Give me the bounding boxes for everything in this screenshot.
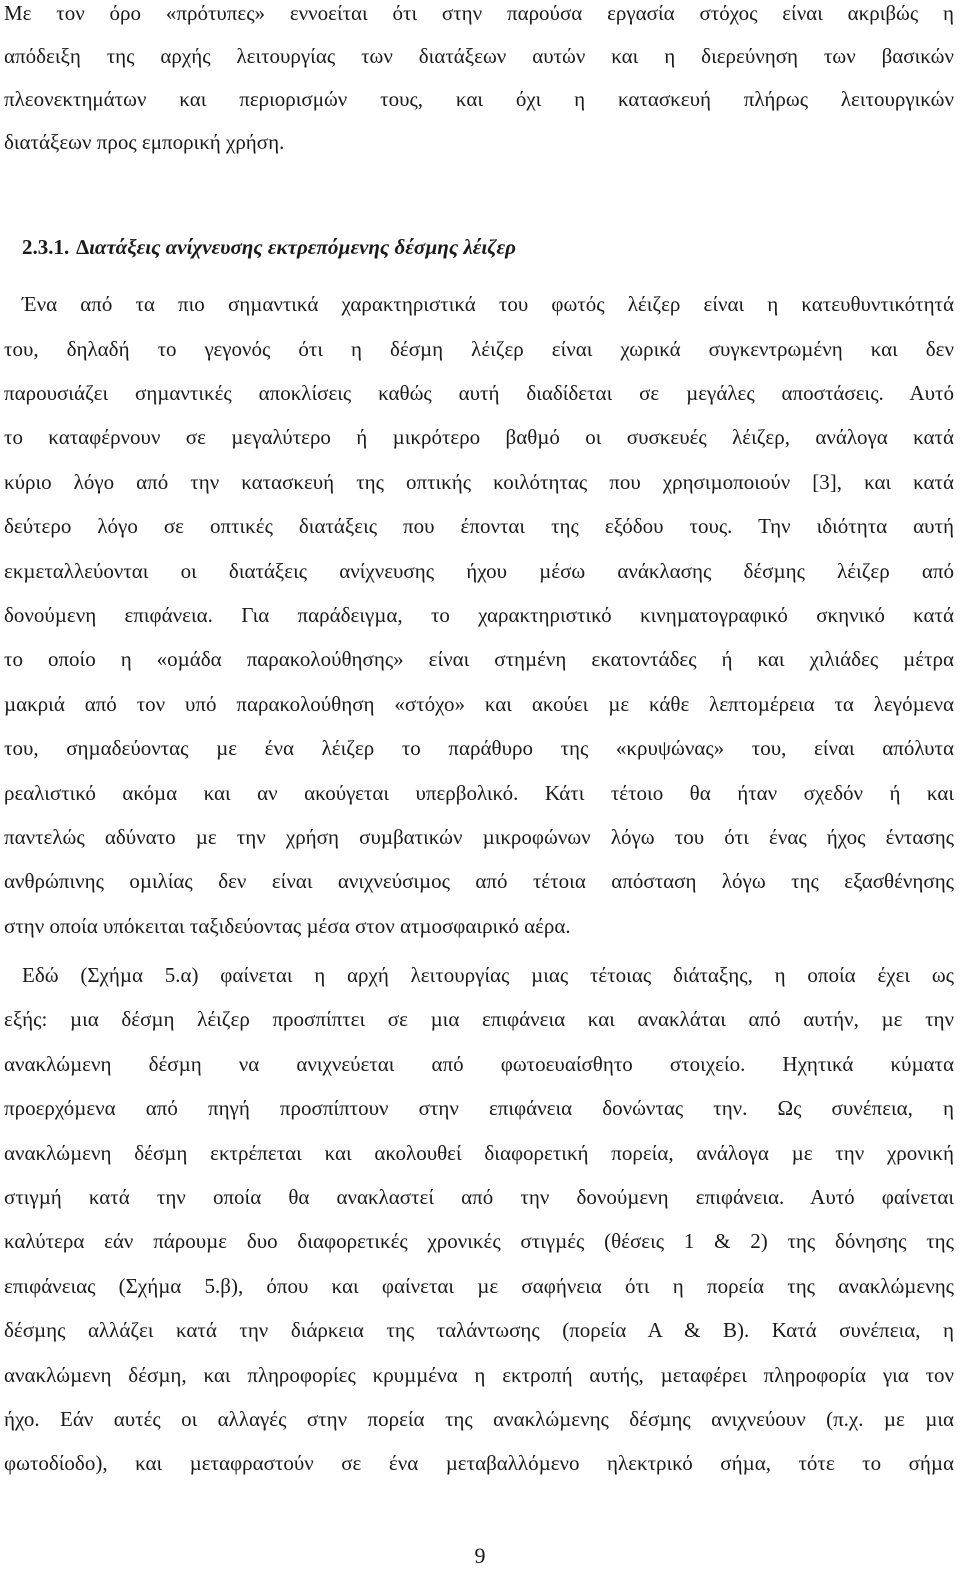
paragraph1-line-8: δονούµενη επιφάνεια. Για παράδειγµα, το χαρακτηριστικό κινηµατογραφικό σκηνικό κατά bbox=[4, 603, 954, 627]
intro-line-4: διατάξεων προς εμπορική χρήση. bbox=[4, 130, 285, 154]
paragraph2-line-12: φωτοδίοδο), και µεταφραστούν σε ένα µεταβαλλόµενο ηλεκτρικό σήµα, τότε το σήµα bbox=[4, 1451, 954, 1475]
paragraph2-line-8: επιφάνειας (Σχήµα 5.β), όπου και φαίνεται µε σαφήνεια ότι η πορεία της ανακλώµενης bbox=[4, 1274, 954, 1298]
page-number: 9 bbox=[474, 1543, 486, 1568]
section-heading bbox=[22, 234, 516, 260]
paragraph1-line-5: κύριο λόγο από την κατασκευή της οπτικής κοιλότητας που χρησιµοποιούν [3], και κατά bbox=[4, 470, 954, 494]
paragraph1-line-6: δεύτερο λόγο σε οπτικές διατάξεις που έπονται της εξόδου τους. Την ιδιότητα αυτή bbox=[4, 514, 954, 538]
paragraph2-line-11: ήχο. Εάν αυτές οι αλλαγές στην πορεία της ανακλώµενης δέσµης ανιχνεύουν (π.χ. µε µια bbox=[4, 1407, 954, 1431]
section-number: 2.3.1. bbox=[22, 235, 70, 259]
paragraph1-line-12: ρεαλιστικό ακόµα και αν ακούγεται υπερβολικό. Κάτι τέτοιο θα ήταν σχεδόν ή και bbox=[4, 781, 954, 805]
paragraph1-line-10: µακριά από τον υπό παρακολούθηση «στόχο» και ακούει µε κάθε λεπτοµέρεια τα λεγόµενα bbox=[4, 692, 954, 716]
paragraph2-line-10: ανακλώµενη δέσµη, και πληροφορίες κρυµµένα η εκτροπή αυτής, µεταφέρει πληροφορία για τον bbox=[4, 1363, 954, 1387]
paragraph2-line-2: εξής: µια δέσµη λέιζερ προσπίπτει σε µια επιφάνεια και ανακλάται από αυτήν, µε την bbox=[4, 1007, 954, 1031]
paragraph2-line-1: Εδώ (Σχήµα 5.α) φαίνεται η αρχή λειτουργίας µιας τέτοιας διάταξης, η οποία έχει ως bbox=[22, 963, 954, 987]
paragraph1-line-15: στην οποία υπόκειται ταξιδεύοντας µέσα στον ατµοσφαιρικό αέρα. bbox=[4, 914, 571, 938]
paragraph2-line-7: καλύτερα εάν πάρουµε δυο διαφορετικές χρονικές στιγµές (θέσεις 1 & 2) της δόνησης της bbox=[4, 1229, 954, 1253]
paragraph1-line-3: παρουσιάζει σηµαντικές αποκλίσεις καθώς αυτή διαδίδεται σε µεγάλες αποστάσεις. Αυτό bbox=[4, 381, 954, 405]
paragraph1-line-1: Ένα από τα πιο σηµαντικά χαρακτηριστικά του φωτός λέιζερ είναι η κατευθυντικότητά bbox=[22, 292, 954, 316]
intro-line-1: Με τον όρο «πρότυπες» εννοείται ότι στην παρούσα εργασία στόχος είναι ακριβώς η bbox=[4, 1, 954, 25]
intro-line-3: πλεονεκτημάτων και περιορισμών τους, και όχι η κατασκευή πλήρως λειτουργικών bbox=[4, 87, 954, 111]
paragraph1-line-11: του, σηµαδεύοντας µε ένα λέιζερ το παράθυρο της «κρυψώνας» του, είναι απόλυτα bbox=[4, 736, 954, 760]
section-title: ∆ιατάξεις ανίχνευσης εκτρεπόµενης δέσµης λέιζερ bbox=[76, 235, 516, 259]
paragraph2-line-6: στιγµή κατά την οποία θα ανακλαστεί από την δονούµενη επιφάνεια. Αυτό φαίνεται bbox=[4, 1185, 954, 1209]
paragraph1-line-4: το καταφέρνουν σε µεγαλύτερο ή µικρότερο βαθµό οι συσκευές λέιζερ, ανάλογα κατά bbox=[4, 425, 954, 449]
paragraph1-line-14: ανθρώπινης οµιλίας δεν είναι ανιχνεύσιµος από τέτοια απόσταση λόγω της εξασθένησης bbox=[4, 869, 954, 893]
paragraph1-line-9: το οποίο η «οµάδα παρακολούθησης» είναι στηµένη εκατοντάδες ή και χιλιάδες µέτρα bbox=[4, 647, 954, 671]
intro-line-2: απόδειξη της αρχής λειτουργίας των διατάξεων αυτών και η διερεύνηση των βασικών bbox=[4, 44, 954, 68]
paragraph2-line-4: προερχόµενα από πηγή προσπίπτουν στην επιφάνεια δονώντας την. Ως συνέπεια, η bbox=[4, 1096, 954, 1120]
paragraph1-line-2: του, δηλαδή το γεγονός ότι η δέσµη λέιζερ είναι χωρικά συγκεντρωµένη και δεν bbox=[4, 337, 954, 361]
paragraph2-line-3: ανακλώµενη δέσµη να ανιχνεύεται από φωτοευαίσθητο στοιχείο. Ηχητικά κύµατα bbox=[4, 1052, 954, 1076]
paragraph2-line-5: ανακλώµενη δέσµη εκτρέπεται και ακολουθεί διαφορετική πορεία, ανάλογα µε την χρονική bbox=[4, 1141, 954, 1165]
paragraph1-line-13: παντελώς αδύνατο µε την χρήση συµβατικών µικροφώνων λόγω του ότι ένας ήχος έντασης bbox=[4, 825, 954, 849]
paragraph2-line-9: δέσµης αλλάζει κατά την διάρκεια της ταλάντωσης (πορεία Α & Β). Κατά συνέπεια, η bbox=[4, 1318, 954, 1342]
paragraph1-line-7: εκµεταλλεύονται οι διατάξεις ανίχνευσης ήχου µέσω ανάκλασης δέσµης λέιζερ από bbox=[4, 559, 954, 583]
